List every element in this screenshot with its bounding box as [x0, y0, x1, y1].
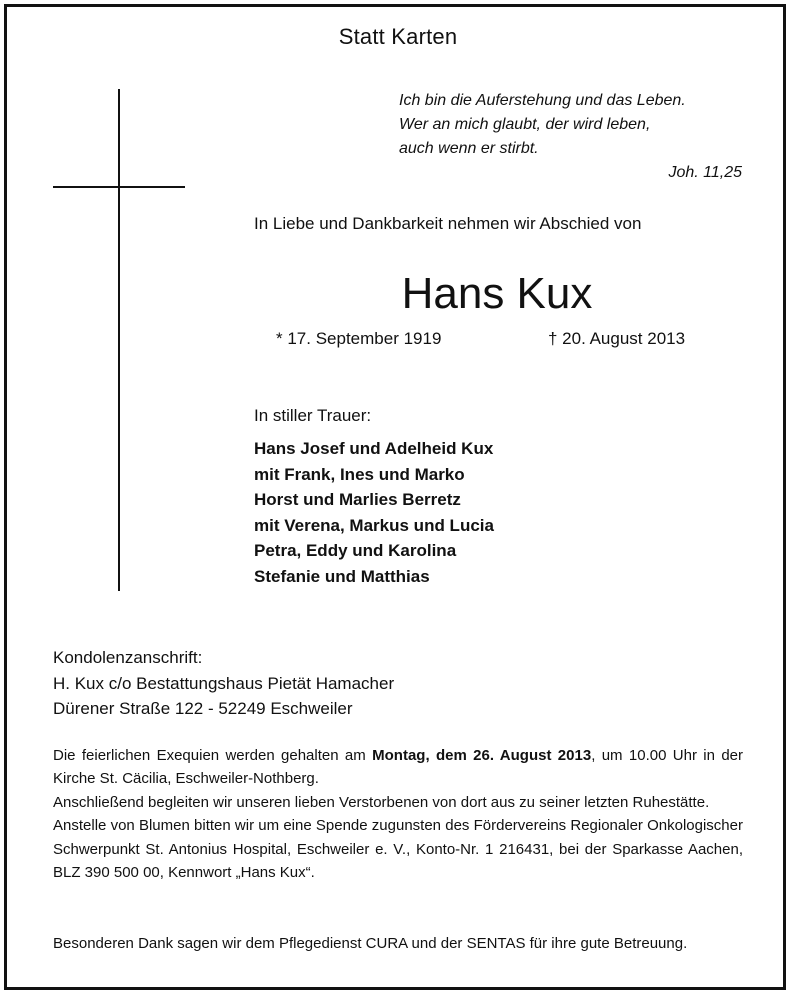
condolence-line: H. Kux c/o Bestattungshaus Pietät Hamacher: [53, 673, 395, 693]
family-member: Stefanie und Matthias: [254, 566, 430, 586]
family-member: Petra, Eddy und Karolina: [254, 541, 457, 560]
bible-verse: [399, 89, 743, 185]
condolence-label: Kondolenzanschrift:: [53, 648, 203, 667]
exequies-text: , um 10.00 Uhr in der Kirche St. Cäcilia, Eschweiler-Nothberg.: [53, 747, 744, 788]
exequies-date: Montag, dem 26. August 2013: [372, 747, 592, 764]
exequies-paragraph: [53, 744, 743, 791]
header-title: Statt Karten: [338, 24, 458, 49]
cross-icon-horizontal-bar: [53, 186, 185, 188]
family-member: mit Frank, Ines und Marko: [254, 464, 465, 484]
family-member: Hans Josef und Adelheid Kux: [254, 439, 494, 458]
cross-icon-vertical-bar: [118, 89, 120, 591]
family-member: mit Verena, Markus und Lucia: [254, 515, 494, 535]
funeral-details: [53, 744, 743, 884]
burial-paragraph: Anschließend begleiten wir unseren lieben Verstorbenen von dort aus zu seiner letzten Ruhestätte.: [53, 793, 710, 811]
thanks-note: Besonderen Dank sagen wir dem Pflegedienst CURA und der SENTAS für ihre gute Betreuung.: [53, 935, 688, 952]
verse-line: Ich bin die Auferstehung und das Leben.: [399, 92, 686, 109]
exequies-text: Die feierlichen Exequien werden gehalten am: [53, 747, 373, 764]
birth-date: * 17. September 1919: [276, 329, 442, 348]
family-member: Horst und Marlies Berretz: [254, 490, 461, 509]
verse-line: Wer an mich glaubt, der wird leben,: [399, 116, 651, 133]
mourning-label: In stiller Trauer:: [254, 406, 372, 425]
condolence-line: Dürener Straße 122 - 52249 Eschweiler: [53, 699, 353, 718]
verse-reference: Joh. 11,25: [668, 164, 742, 181]
deceased-name: Hans Kux: [401, 269, 593, 318]
verse-line: auch wenn er stirbt.: [399, 140, 539, 157]
condolence-address: [53, 645, 394, 722]
death-date: † 20. August 2013: [548, 329, 686, 348]
farewell-intro: In Liebe und Dankbarkeit nehmen wir Abschied von: [254, 214, 642, 233]
family-list: [254, 436, 494, 589]
donation-paragraph: Anstelle von Blumen bitten wir um eine Spende zugunsten des Fördervereins Regionaler Onkologischer Schwerpunkt St. Antonius Hospital, Eschweiler e. V., Konto-Nr. 1 216431, bei der Sparkasse Aachen, BLZ 390 500 00, Kennwort „Hans Kux“.: [53, 817, 743, 882]
